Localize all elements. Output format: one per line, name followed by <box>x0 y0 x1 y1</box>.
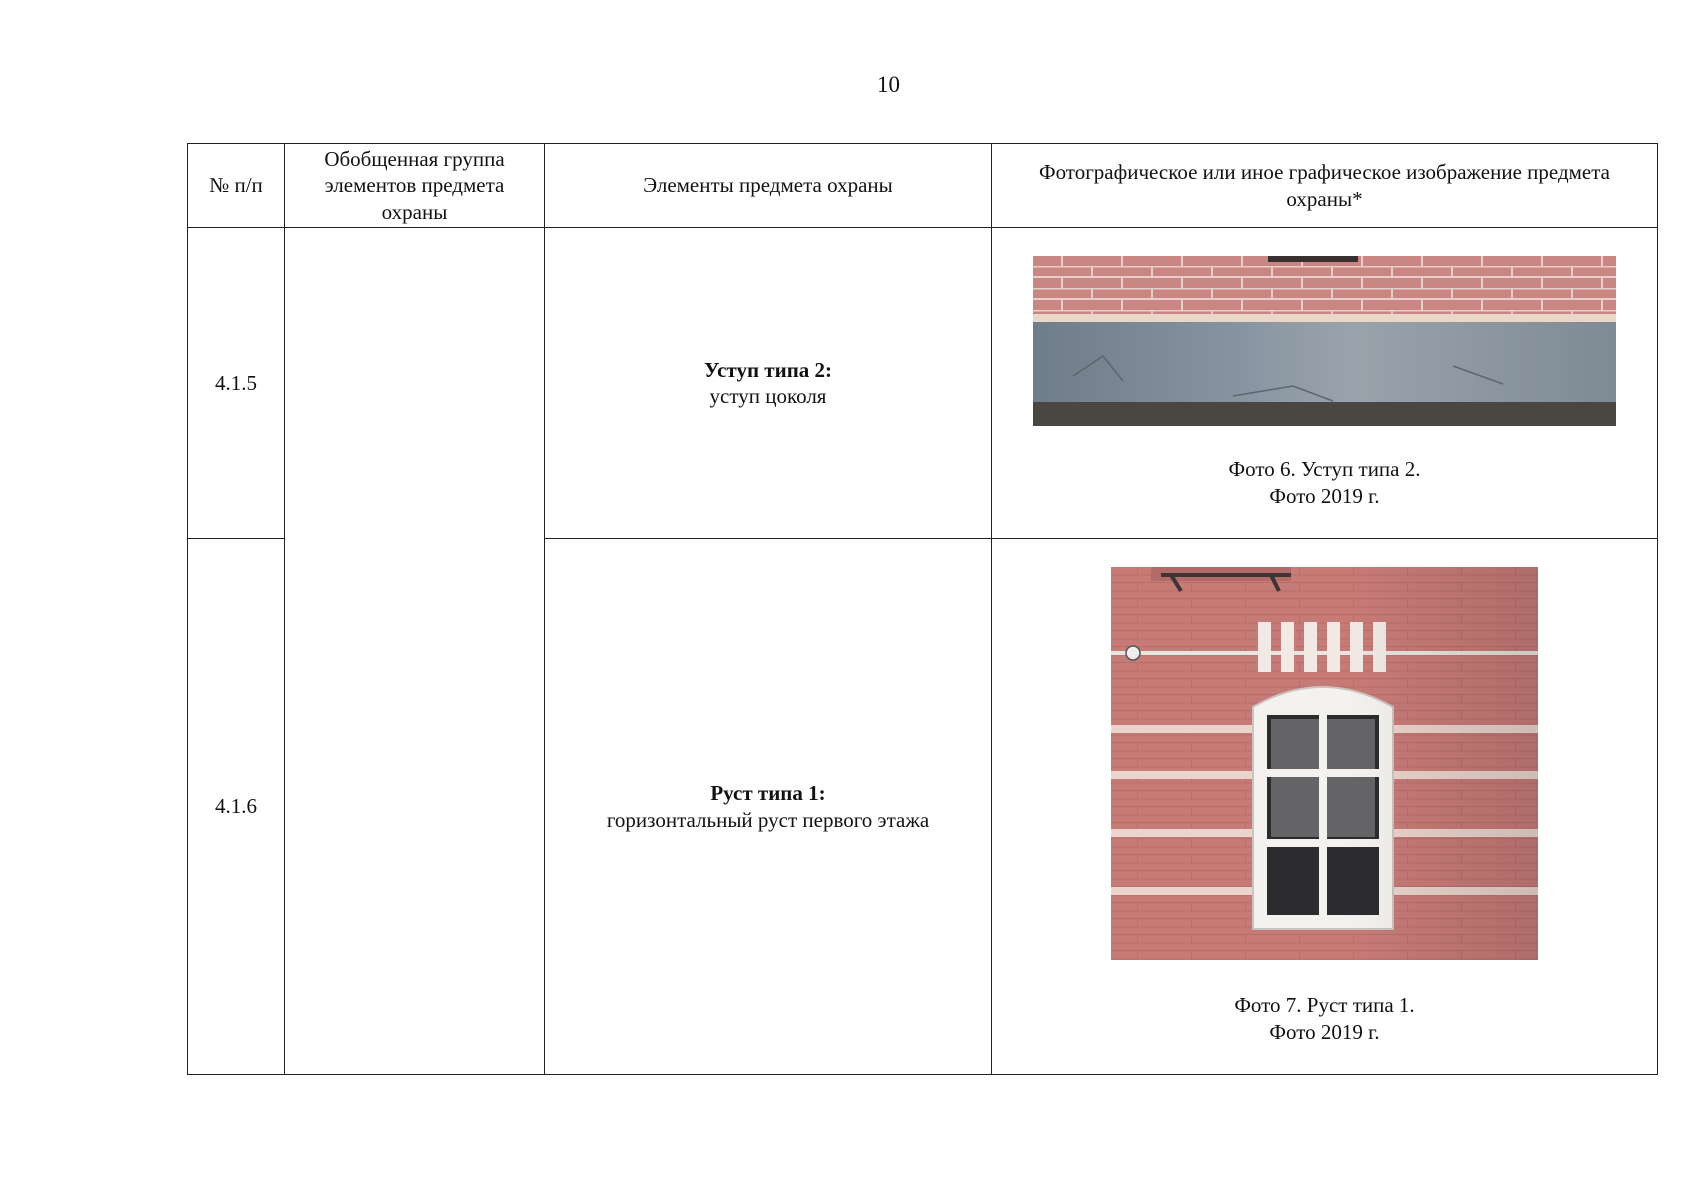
photo-cell <box>992 228 1658 539</box>
row-num: 4.1.5 <box>188 228 285 539</box>
photo-caption-year: Фото 2019 г. <box>1269 1020 1380 1044</box>
protection-elements-table <box>187 143 1658 1075</box>
photo-caption <box>1229 456 1421 511</box>
table-row <box>188 228 1658 539</box>
element-description: уступ цоколя <box>709 384 827 408</box>
photo-caption <box>1234 992 1414 1047</box>
element-description: горизонтальный руст первого этажа <box>606 807 930 832</box>
header-image: Фотографическое или иное графическое изображение предмета охраны* <box>992 144 1658 228</box>
header-group: Обобщенная группа элементов предмета охраны <box>285 144 545 228</box>
element-cell <box>545 228 992 539</box>
table-header-row <box>188 144 1658 228</box>
photo-caption-title: Фото 7. Руст типа 1. <box>1234 992 1415 1017</box>
element-cell <box>545 539 992 1075</box>
row-num: 4.1.6 <box>188 539 285 1075</box>
photo-cell <box>992 539 1658 1075</box>
photo-caption-title: Фото 6. Уступ типа 2. <box>1228 456 1421 481</box>
header-num: № п/п <box>188 144 285 228</box>
element-title: Уступ типа 2: <box>703 357 833 382</box>
photo-caption-year: Фото 2019 г. <box>1269 484 1380 508</box>
header-elements: Элементы предмета охраны <box>545 144 992 228</box>
element-title: Руст типа 1: <box>710 781 826 806</box>
page-number: 10 <box>877 72 900 97</box>
plinth-ledge-photo <box>1033 256 1616 426</box>
group-cell <box>285 228 545 1075</box>
rustication-window-photo <box>1111 567 1538 960</box>
